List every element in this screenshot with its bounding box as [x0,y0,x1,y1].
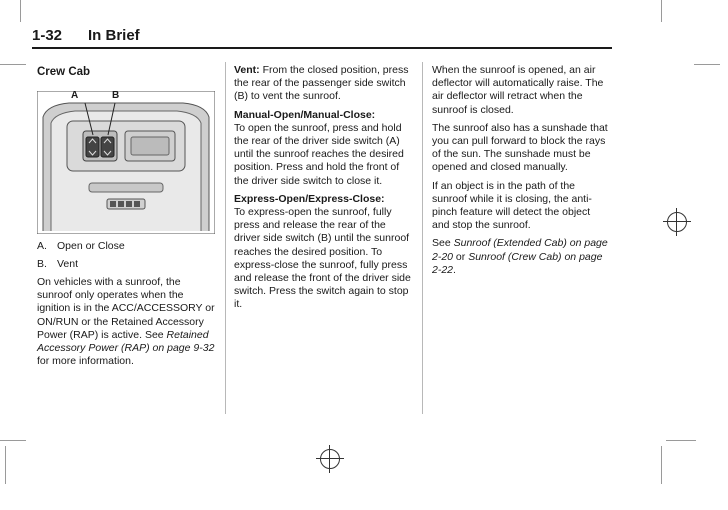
body-paragraph: If an object is in the path of the sunroof while it is closing, the anti-pinch feature will detect the object and stop the sunroof. [432,179,592,232]
crop-mark [661,0,662,22]
vent-text: From the closed position, press the rear of the passenger side switch (B) to vent the sunroof. [234,64,409,103]
express-text: To express-open the sunroof, fully press and release the rear of the driver side switch (B) until the sunroof reaches the desired position. To express-close the sunroof, fully press and release the front of the driver side switch. Press the switch again to stop it. [234,206,411,311]
registration-mark [318,447,342,471]
column-2-body [234,64,414,317]
body-text: for more information. [37,355,134,368]
cross-reference: Sunroof (Crew Cab) on page 2-22 [432,250,603,276]
console-illustration [37,91,215,234]
body-text: . [453,263,456,276]
section-heading: Crew Cab [37,66,91,78]
header-rule [32,47,612,49]
column-divider [422,62,423,414]
section-title: In Brief [88,27,140,44]
legend-text: Vent [57,258,79,270]
body-paragraph [432,237,610,277]
crop-mark [0,64,26,65]
overhead-console-figure [37,91,215,234]
column-3-body [432,64,610,282]
body-text: or [453,250,469,263]
body-paragraph [37,276,217,368]
manual-heading: Manual-Open/Manual-Close: [234,108,376,121]
legend-item [37,258,78,270]
crop-mark [694,64,720,65]
column-divider [225,62,226,414]
figure-label-b: B [112,90,120,101]
crop-mark [661,446,662,484]
page-number: 1-32 [32,27,63,44]
crop-mark [20,0,21,22]
body-text: See [432,237,454,250]
express-heading: Express-Open/Express-Close: [234,192,385,205]
vent-paragraph [234,64,414,104]
crop-mark [666,440,696,441]
crop-mark [0,440,26,441]
manual-text: To open the sunroof, press and hold the rear of the driver side switch (A) until the sunroof reaches the desired position. Press and hold the front of the driver side switch to close it. [234,121,404,187]
legend-key: A. [37,240,47,252]
legend-key: B. [37,258,47,270]
cross-reference: Retained Accessory Power (RAP) on page 9-32 [37,328,215,355]
body-text: On vehicles with a sunroof, the sunroof only operates when the ignition is in the ACC/ACCESSORY or ON/RUN or the Retained Accessory Power (RAP) is active. See [37,276,215,341]
body-paragraph: The sunroof also has a sunshade that you can pull forward to block the rays of the sun. The sunshade must be opened and closed manually. [432,121,608,174]
body-paragraph: When the sunroof is opened, an air deflector will automatically raise. The air deflector will retract when the sunroof is closed. [432,64,604,116]
legend-text: Open or Close [57,240,125,252]
figure-label-a: A [71,90,79,101]
legend-item [37,240,125,252]
cross-reference: Sunroof (Extended Cab) on page 2-20 [432,237,608,263]
vent-label: Vent: [234,64,260,76]
registration-mark [665,210,689,234]
crop-mark [5,446,6,484]
column-1-body [37,276,217,373]
